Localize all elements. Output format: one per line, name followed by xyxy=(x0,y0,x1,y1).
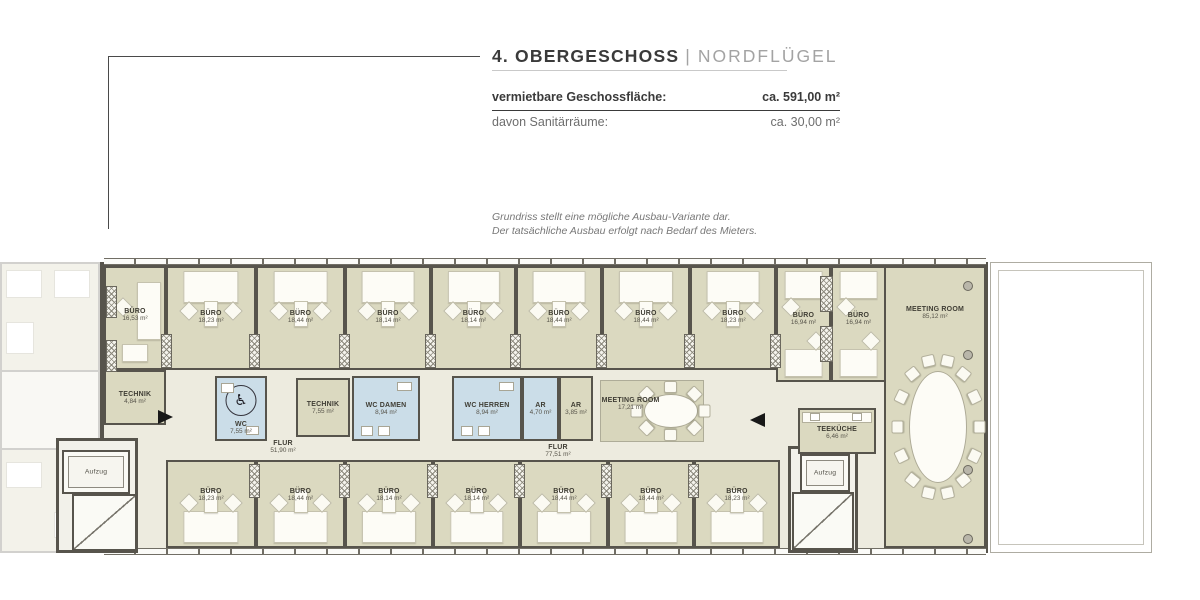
room-name: BÜRO xyxy=(289,310,312,317)
room-buero-top-8 xyxy=(690,266,776,370)
column-shaft xyxy=(249,334,260,368)
fixture xyxy=(378,426,390,436)
round-column xyxy=(963,534,973,544)
room-area: 8,94 m² xyxy=(476,408,498,416)
chair xyxy=(443,301,463,321)
chair xyxy=(861,331,881,351)
room-name: Aufzug xyxy=(84,468,108,476)
metric-value: ca. 591,00 m² xyxy=(762,90,840,104)
desk xyxy=(730,489,744,513)
chair xyxy=(358,493,378,513)
desk xyxy=(450,511,503,543)
fixture xyxy=(461,426,473,436)
room-name: FLUR xyxy=(273,440,293,447)
chair xyxy=(620,493,640,513)
fixture xyxy=(397,382,412,391)
room-teekueche xyxy=(798,408,876,454)
desk xyxy=(382,489,396,513)
chair xyxy=(836,297,856,317)
conference-chair xyxy=(891,420,903,433)
column-shaft xyxy=(820,326,833,362)
room-label xyxy=(355,402,417,416)
conference-chair xyxy=(921,486,936,501)
fixture xyxy=(221,383,234,393)
conference-chair xyxy=(699,405,711,418)
room-buero-top-6 xyxy=(516,266,602,370)
conference-chair xyxy=(904,365,922,382)
chair xyxy=(702,301,722,321)
room-area: 18,14 m² xyxy=(460,317,487,324)
room-label xyxy=(779,312,828,326)
column-shaft xyxy=(161,334,172,368)
room-area: 18,14 m² xyxy=(463,495,490,502)
chair xyxy=(179,493,199,513)
room-buero-top-10 xyxy=(831,266,886,382)
room-name: TECHNIK xyxy=(118,390,152,398)
desk xyxy=(273,271,328,303)
room-area: 16,94 m² xyxy=(790,319,817,326)
conference-chair xyxy=(631,405,643,418)
room-name: MEETING ROOM xyxy=(601,397,660,404)
round-column xyxy=(963,350,973,360)
room-technik-1 xyxy=(104,370,166,425)
room-name: WC HERREN xyxy=(464,401,510,409)
chair xyxy=(706,493,726,513)
conference-chair xyxy=(893,389,909,406)
desk xyxy=(204,301,218,327)
desk xyxy=(639,301,653,327)
column-shaft xyxy=(106,286,117,318)
corridor-label-flur-west xyxy=(270,440,295,454)
desk xyxy=(183,271,238,303)
room-name: AR xyxy=(570,401,582,409)
chair xyxy=(401,493,421,513)
chair xyxy=(488,493,508,513)
room-buero-top-2 xyxy=(166,266,256,370)
round-column xyxy=(963,465,973,475)
room-aufzug-rechts xyxy=(800,454,850,492)
desk xyxy=(447,271,499,303)
desk xyxy=(784,349,823,377)
room-name: WC xyxy=(234,421,248,428)
room-wc-barrierefrei xyxy=(215,376,267,441)
column-shaft xyxy=(106,340,117,372)
desk xyxy=(619,271,673,303)
chair xyxy=(223,301,243,321)
room-name: BÜRO xyxy=(722,310,744,317)
desk xyxy=(784,271,823,299)
room-area: 18,44 m² xyxy=(633,317,659,324)
room-area: 18,23 m² xyxy=(724,495,750,502)
fixture xyxy=(478,426,490,436)
conference-table xyxy=(909,371,967,483)
room-label xyxy=(562,402,590,416)
desk xyxy=(839,349,878,377)
chair xyxy=(570,301,590,321)
elevator-cab xyxy=(806,460,844,486)
conference-chair xyxy=(921,353,936,368)
chair xyxy=(313,301,333,321)
chair xyxy=(781,297,801,317)
room-name: BÜRO xyxy=(289,488,312,495)
room-area: 7,55 m² xyxy=(312,407,334,415)
room-label xyxy=(299,401,347,415)
room-area: 18,23 m² xyxy=(720,317,746,324)
room-name: BÜRO xyxy=(640,488,662,495)
chair xyxy=(357,301,377,321)
entrance-arrow-icon xyxy=(158,410,173,424)
column-shaft xyxy=(596,334,607,368)
room-area: 85,12 m² xyxy=(922,313,948,320)
desk xyxy=(533,271,586,303)
corridor-label-flur-ost xyxy=(545,444,570,458)
fixture xyxy=(852,413,862,421)
column-shaft xyxy=(770,334,781,368)
round-column xyxy=(963,281,973,291)
room-buero-top-3 xyxy=(256,266,345,370)
room-name: BÜRO xyxy=(377,310,399,317)
room-name: BÜRO xyxy=(726,488,748,495)
room-buero-top-4 xyxy=(345,266,431,370)
column-shaft xyxy=(427,464,438,498)
desk xyxy=(470,489,484,513)
room-name: MEETING ROOM xyxy=(905,306,964,313)
room-name: AR xyxy=(535,401,546,409)
room-buero-bottom-3 xyxy=(345,460,433,548)
conference-chair xyxy=(967,389,983,406)
desk xyxy=(273,511,328,543)
desk xyxy=(625,511,678,543)
room-buero-bottom-7 xyxy=(694,460,780,548)
desk xyxy=(467,301,481,327)
room-area: 18,23 m² xyxy=(198,495,224,502)
room-label xyxy=(525,402,556,416)
room-label xyxy=(887,306,983,320)
room-area: 18,44 m² xyxy=(551,495,577,502)
room-label xyxy=(107,391,163,405)
chair xyxy=(533,493,553,513)
fixture xyxy=(810,413,820,421)
column-shaft xyxy=(601,464,612,498)
chair xyxy=(445,493,465,513)
column-shaft xyxy=(249,464,260,498)
title-separator: | xyxy=(685,46,692,66)
room-name: TEEKÜCHE xyxy=(816,426,858,433)
room-name: FLUR xyxy=(548,444,568,451)
stair-run xyxy=(74,496,135,549)
column-shaft xyxy=(684,334,695,368)
conference-chair xyxy=(664,429,677,441)
room-area: 16,94 m² xyxy=(845,319,872,326)
room-buero-top-5 xyxy=(431,266,516,370)
room-abstellraum-2 xyxy=(559,376,593,441)
room-abstellraum-1 xyxy=(522,376,559,441)
desk xyxy=(711,511,764,543)
desk xyxy=(362,271,415,303)
desk xyxy=(707,271,760,303)
room-name: BÜRO xyxy=(200,488,222,495)
conference-chair xyxy=(904,471,922,488)
room-aufzug-links xyxy=(62,450,130,494)
metric-value: ca. 30,00 m² xyxy=(770,115,840,129)
room-area: 18,44 m² xyxy=(638,495,664,502)
chair xyxy=(269,493,289,513)
room-label xyxy=(801,426,873,440)
stair-run xyxy=(794,494,852,548)
room-name: BÜRO xyxy=(124,308,146,315)
chair xyxy=(744,301,764,321)
room-name: BÜRO xyxy=(635,310,657,317)
room-area: 7,55 m² xyxy=(230,428,252,435)
conference-chair xyxy=(939,353,954,368)
room-area: 18,44 m² xyxy=(546,317,572,324)
room-buero-bottom-5 xyxy=(520,460,608,548)
fixture xyxy=(361,426,373,436)
room-treppe-rechts xyxy=(792,492,854,550)
column-shaft xyxy=(425,334,436,368)
room-area: 18,14 m² xyxy=(376,495,402,502)
desk xyxy=(537,511,591,543)
chair xyxy=(658,301,678,321)
room-name: BÜRO xyxy=(548,310,570,317)
room-name: BÜRO xyxy=(378,488,400,495)
metric-label: vermietbare Geschossfläche: xyxy=(492,90,667,104)
room-name: BÜRO xyxy=(553,488,575,495)
room-name: BÜRO xyxy=(462,310,485,317)
desk xyxy=(122,344,148,362)
room-name: BÜRO xyxy=(847,312,870,319)
desk xyxy=(294,489,308,513)
chair xyxy=(179,301,199,321)
room-buero-top-7 xyxy=(602,266,690,370)
room-area: 18,23 m² xyxy=(198,317,224,324)
chair xyxy=(269,301,289,321)
note-line: Grundriss stellt eine mögliche Ausbau-Variante dar. xyxy=(492,211,731,223)
room-treppe-links xyxy=(72,494,137,551)
room-area: 3,85 m² xyxy=(565,408,587,416)
chair xyxy=(223,493,243,513)
room-name: BÜRO xyxy=(792,312,815,319)
room-area: 51,90 m² xyxy=(270,447,296,454)
room-area: 4,70 m² xyxy=(529,408,552,416)
room-area: 6,46 m² xyxy=(826,433,848,440)
room-area: 18,14 m² xyxy=(375,317,401,324)
chair xyxy=(662,493,682,513)
fixture xyxy=(499,382,514,391)
room-name: Aufzug xyxy=(813,469,837,477)
chair xyxy=(484,301,504,321)
desk xyxy=(294,301,308,327)
room-buero-bottom-2 xyxy=(256,460,345,548)
wing-title: NORDFLÜGEL xyxy=(697,46,838,66)
chair xyxy=(313,493,333,513)
desk xyxy=(381,301,395,327)
room-area: 18,44 m² xyxy=(287,495,314,502)
desk xyxy=(644,489,658,513)
elevator-cab xyxy=(68,456,124,488)
room-buero-bottom-4 xyxy=(433,460,520,548)
chair xyxy=(528,301,548,321)
room-area: 4,84 m² xyxy=(124,397,146,405)
column-shaft xyxy=(510,334,521,368)
wheelchair-icon: ♿ xyxy=(226,385,257,416)
room-area: 18,44 m² xyxy=(287,317,314,324)
column-shaft xyxy=(339,464,350,498)
conference-chair xyxy=(973,420,985,433)
room-wc-herren xyxy=(452,376,522,441)
conference-chair xyxy=(967,448,983,465)
room-name: TECHNIK xyxy=(306,400,340,408)
room-meeting-room-open xyxy=(600,380,704,442)
metric-label: davon Sanitärräume: xyxy=(492,115,609,129)
fixture xyxy=(246,426,259,435)
chair xyxy=(399,301,419,321)
room-wc-damen xyxy=(352,376,420,441)
entrance-arrow-icon xyxy=(750,413,765,427)
desk xyxy=(204,489,218,513)
room-meeting-room-gross xyxy=(884,266,986,548)
room-buero-bottom-6 xyxy=(608,460,694,548)
desk xyxy=(552,301,566,327)
chair xyxy=(576,493,596,513)
room-technik-2 xyxy=(296,378,350,437)
room-label xyxy=(834,312,883,326)
room-label xyxy=(455,402,519,416)
conference-chair xyxy=(939,486,954,501)
column-shaft xyxy=(688,464,699,498)
room-name: BÜRO xyxy=(200,310,222,317)
desk xyxy=(557,489,571,513)
column-shaft xyxy=(820,276,833,312)
conference-chair xyxy=(955,365,973,382)
room-area: 16,53 m² xyxy=(122,315,148,322)
conference-chair xyxy=(893,448,909,465)
chair xyxy=(748,493,768,513)
desk xyxy=(362,511,416,543)
room-area: 17,21 m² xyxy=(617,404,644,411)
room-name: WC DAMEN xyxy=(365,401,407,409)
room-name: BÜRO xyxy=(465,488,488,495)
chair xyxy=(615,301,635,321)
room-buero-bottom-1 xyxy=(166,460,256,548)
desk xyxy=(839,271,878,299)
conference-chair xyxy=(664,381,677,393)
floor-title: 4. OBERGESCHOSS xyxy=(492,46,680,66)
column-shaft xyxy=(514,464,525,498)
desk xyxy=(726,301,740,327)
room-area: 8,94 m² xyxy=(375,408,397,416)
desk xyxy=(137,282,161,340)
note-line: Der tatsächliche Ausbau erfolgt nach Bedarf des Mieters. xyxy=(492,225,758,238)
column-shaft xyxy=(339,334,350,368)
room-area: 77,51 m² xyxy=(545,451,571,458)
desk xyxy=(183,511,238,543)
